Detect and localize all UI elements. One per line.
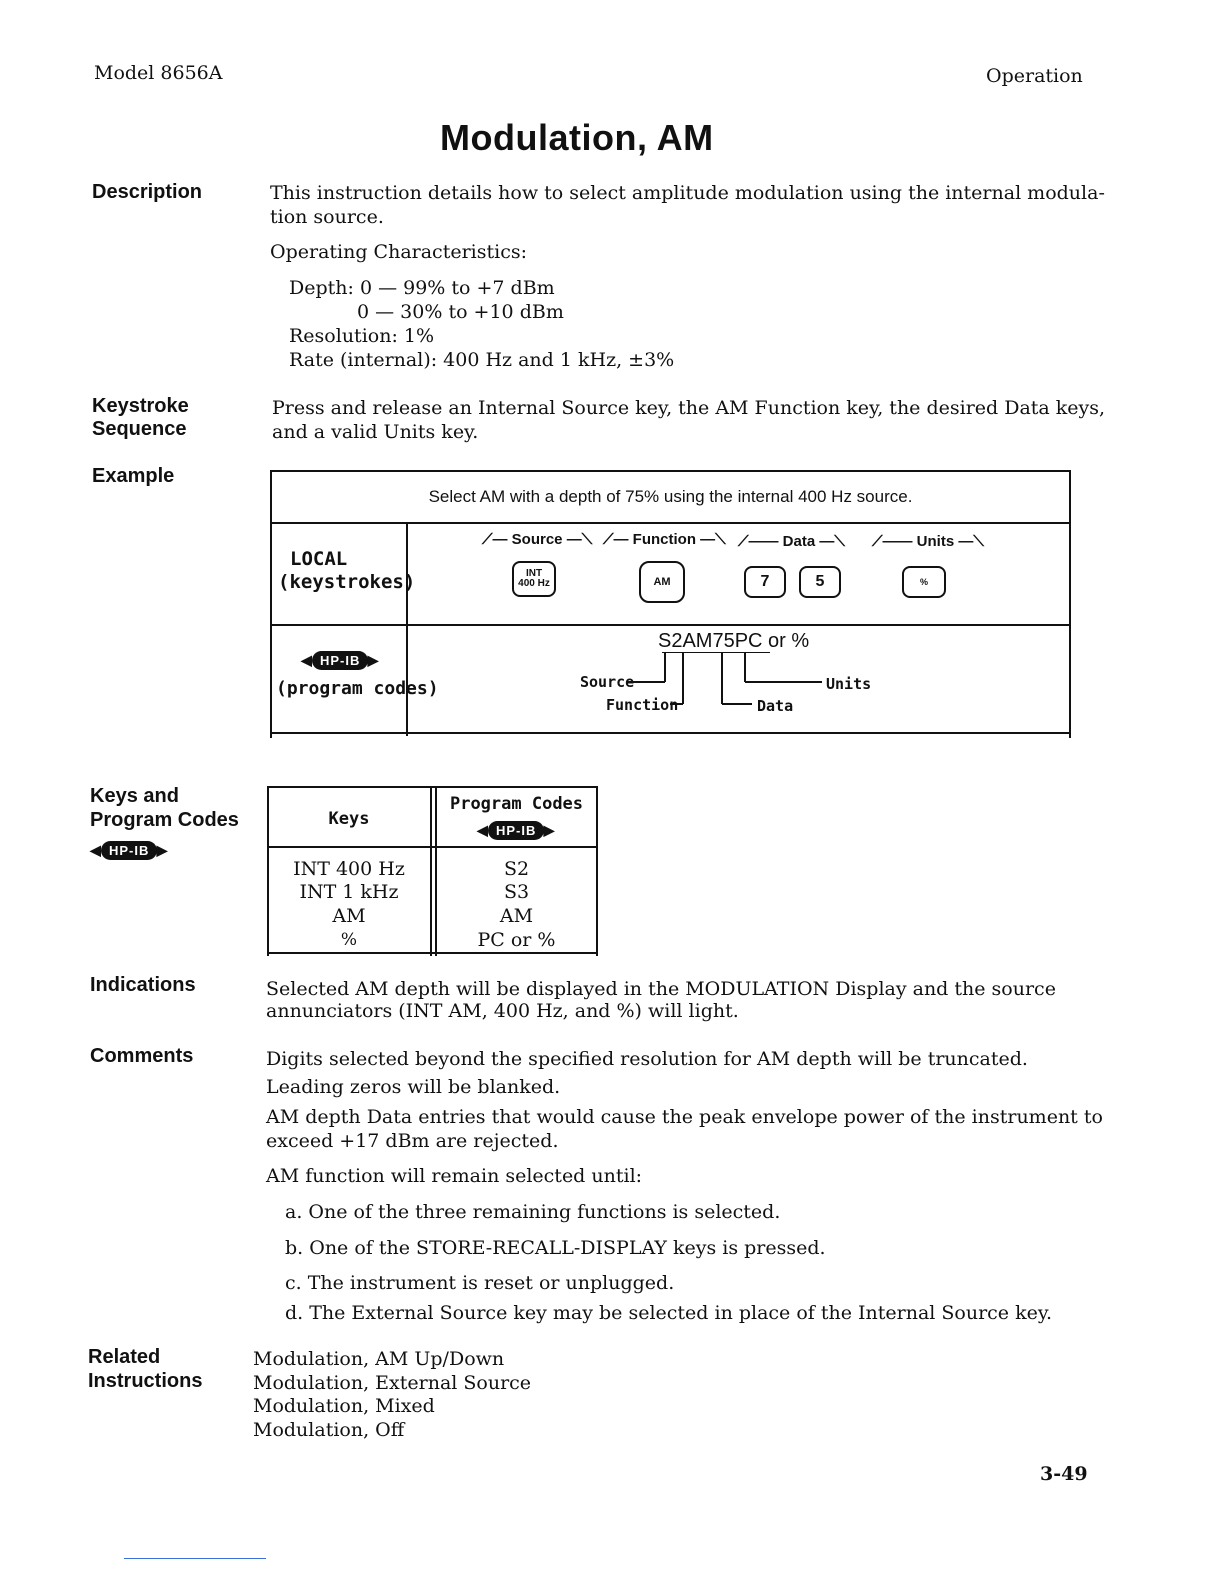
code-function-label: Function	[606, 696, 679, 714]
int-key-line-1: INT	[525, 568, 543, 579]
hpib-logo: ◀ HP-IB ▶	[312, 651, 368, 670]
row-1-key: INT 400 Hz	[293, 858, 405, 880]
related-label-1: Related	[88, 1346, 161, 1368]
depth-line-2: 0 — 30% to +10 dBm	[357, 301, 564, 323]
section-header: Operation	[986, 65, 1083, 87]
example-label: Example	[92, 465, 175, 487]
related-item-1: Modulation, AM Up/Down	[253, 1348, 505, 1370]
indications-text-1: Selected AM depth will be displayed in the MODULATION Display and the source	[266, 978, 1056, 1000]
group-function-label: Function	[632, 531, 696, 548]
group-source-label: Source	[511, 531, 563, 548]
int-400hz-key[interactable]	[512, 561, 556, 597]
row-3-key: AM	[332, 905, 366, 927]
five-key[interactable]: 5	[799, 566, 841, 598]
code-units-label: Units	[826, 675, 872, 693]
row-1-code: S2	[503, 858, 530, 880]
comment-2: Leading zeros will be blanked.	[266, 1076, 561, 1098]
group-source: ⟋— Source —⟍	[482, 531, 593, 548]
hpib-logo-side: ◀ HP-IB ▶	[101, 841, 157, 860]
related-item-3: Modulation, Mixed	[253, 1395, 435, 1417]
comment-item-d: d. The External Source key may be selected in place of the Internal Source key.	[285, 1302, 1053, 1324]
comment-3a: AM depth Data entries that would cause the peak envelope power of the instrument to	[266, 1106, 1103, 1128]
hpib-logo-table: ◀ HP-IB ▶	[488, 821, 544, 840]
row-2-code: S3	[503, 881, 530, 903]
comment-3b: exceed +17 dBm are rejected.	[266, 1130, 559, 1152]
group-data: ⟋—— Data —⟍	[738, 533, 845, 550]
program-code-string: S2AM75PC or %	[658, 630, 810, 652]
model-header: Model 8656A	[94, 62, 223, 84]
rate-line: Rate (internal): 400 Hz and 1 kHz, ±3%	[289, 349, 675, 371]
col-codes-header: Program Codes	[449, 794, 584, 814]
keys-codes-label-2: Program Codes	[90, 809, 239, 831]
group-units: ⟋—— Units —⟍	[872, 533, 984, 550]
description-label: Description	[92, 181, 203, 203]
row-4-key: %	[340, 930, 358, 950]
percent-key[interactable]: %	[902, 566, 946, 598]
local-label: LOCAL	[290, 548, 348, 570]
keystroke-text-1: Press and release an Internal Source key, the AM Function key, the desired Data keys,	[272, 397, 1106, 419]
indications-text-2: annunciators (INT AM, 400 Hz, and %) will light.	[266, 1000, 739, 1022]
footer-rule	[124, 1558, 266, 1559]
group-units-label: Units	[916, 533, 955, 550]
comment-item-b: b. One of the STORE-RECALL-DISPLAY keys is pressed.	[285, 1237, 826, 1259]
row-4-code: PC or %	[477, 929, 556, 951]
comment-1: Digits selected beyond the specified resolution for AM depth will be truncated.	[266, 1048, 1028, 1070]
comments-label: Comments	[90, 1045, 194, 1067]
related-item-4: Modulation, Off	[253, 1419, 405, 1441]
keystrokes-label: (keystrokes)	[278, 571, 416, 593]
keystroke-text-2: and a valid Units key.	[272, 421, 479, 443]
related-item-2: Modulation, External Source	[253, 1372, 532, 1394]
example-caption: Select AM with a depth of 75% using the internal 400 Hz source.	[428, 487, 913, 506]
int-key-line-2: 400 Hz	[518, 578, 550, 589]
comment-4: AM function will remain selected until:	[266, 1165, 643, 1187]
indications-label: Indications	[90, 974, 196, 996]
am-key[interactable]: AM	[639, 561, 685, 603]
code-source-label: Source	[580, 673, 635, 691]
group-function: ⟋— Function —⟍	[603, 531, 726, 548]
resolution-line: Resolution: 1%	[289, 325, 435, 347]
comment-item-c: c. The instrument is reset or unplugged.	[285, 1272, 675, 1294]
page-title: Modulation, AM	[440, 117, 714, 158]
code-data-label: Data	[757, 697, 794, 715]
related-label-2: Instructions	[88, 1370, 203, 1392]
keystroke-label-2: Sequence	[92, 418, 187, 440]
description-text: This instruction details how to select amplitude modulation using the internal modula-	[270, 182, 1105, 204]
page-number: 3-49	[1040, 1463, 1088, 1485]
comment-item-a: a. One of the three remaining functions is selected.	[285, 1201, 781, 1223]
col-keys-header: Keys	[328, 809, 370, 829]
keys-codes-label-1: Keys and	[90, 785, 179, 807]
operating-heading: Operating Characteristics:	[270, 241, 527, 263]
keystroke-label-1: Keystroke	[92, 395, 189, 417]
seven-key[interactable]: 7	[744, 566, 786, 598]
description-text-2: tion source.	[270, 206, 384, 228]
row-2-key: INT 1 kHz	[299, 881, 399, 903]
program-codes-label: (program codes)	[276, 678, 439, 699]
depth-line-1: Depth: 0 — 99% to +7 dBm	[289, 277, 555, 299]
group-data-label: Data	[782, 533, 816, 550]
row-3-code: AM	[499, 905, 534, 927]
